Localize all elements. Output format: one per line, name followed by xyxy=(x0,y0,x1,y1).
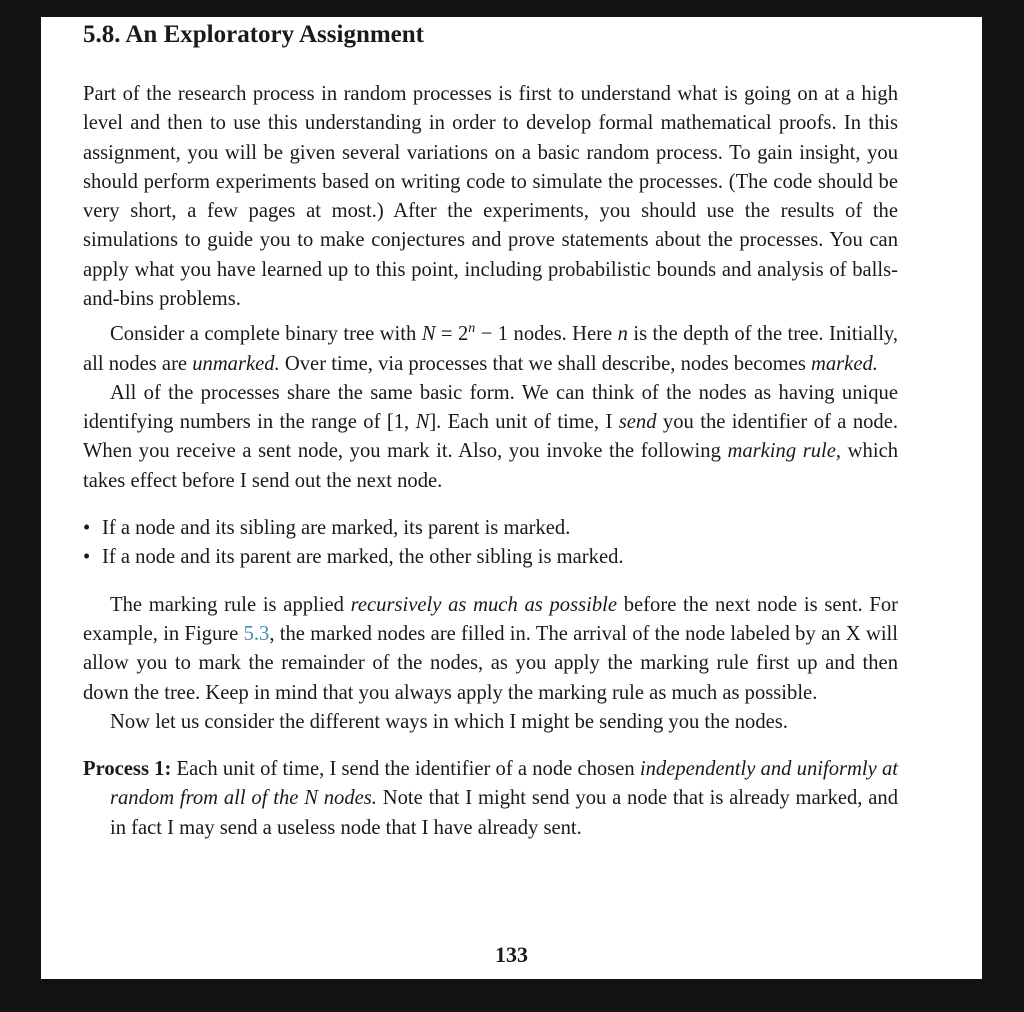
page-number: 133 xyxy=(495,942,528,967)
paragraph-marking-rule: The marking rule is applied recursively as much as possible before the next node is sent. For example, in Figure 5.3, the marked nodes are filled in. The arrival of the node labeled by an X will allow you to mark the remainder of the nodes, as you apply the marking rule first up and then down the tree. Keep in mind that you always apply the marking rule as much as possible. xyxy=(83,593,899,704)
list-item: • If a node and its parent are marked, the other sibling is marked. xyxy=(83,543,898,572)
list-item: • If a node and its sibling are marked, its parent is marked. xyxy=(83,514,898,543)
math-exponent-n: n xyxy=(468,321,476,337)
paragraph-intro: Part of the research process in random processes is first to understand what is going on at a high level and then to use this understanding in order to develop formal mathematical proofs. In this assignment, you will be given several variations on a basic random process. To gain insight, you should perform experiments based on writing code to simulate the processes. (The code should be very short, a few pages at most.) After the experiments, you should use the results of the simulations to guide you to make conjectures and prove statements about the processes. You can apply what you have learned up to this point, including probabilistic bounds and analysis of balls-and-bins problems. xyxy=(83,83,898,311)
math-var-n: n xyxy=(617,323,628,346)
body-text xyxy=(83,80,898,843)
document-page xyxy=(41,17,982,979)
math-var-N: N xyxy=(421,323,436,346)
paragraph-binary-tree: Consider a complete binary tree with $N = 2^n - 1$ nodes. Here n is the depth of the tree. Initially, all nodes are unmarked. Over time, via processes that we shall describe, nodes becomes marked. xyxy=(83,321,899,375)
process-label: Process 1: xyxy=(83,758,172,781)
process-1: Process 1: Each unit of time, I send the identifier of a node chosen independently and uniformly at random from all of the N nodes. Note that I might send you a node that is already marked, and in fact I may send a useless node that I have already sent. xyxy=(83,758,899,839)
paragraph-processes: All of the processes share the same basic form. We can think of the nodes as having unique identifying numbers in the range of [1, N]. Each unit of time, I send you the identifier of a node. When you receive a sent node, you mark it. Also, you invoke the following marking rule, which takes effect before I send out the next node. xyxy=(83,381,899,492)
figure-link[interactable]: 5.3 xyxy=(243,622,270,645)
section-heading: 5.8. An Exploratory Assignment xyxy=(83,21,425,48)
marking-rule-list xyxy=(83,514,898,573)
bullet-icon: • xyxy=(83,517,91,540)
paragraph-ways: Now let us consider the different ways in which I might be sending you the nodes. xyxy=(110,710,788,733)
bullet-icon: • xyxy=(83,546,91,569)
